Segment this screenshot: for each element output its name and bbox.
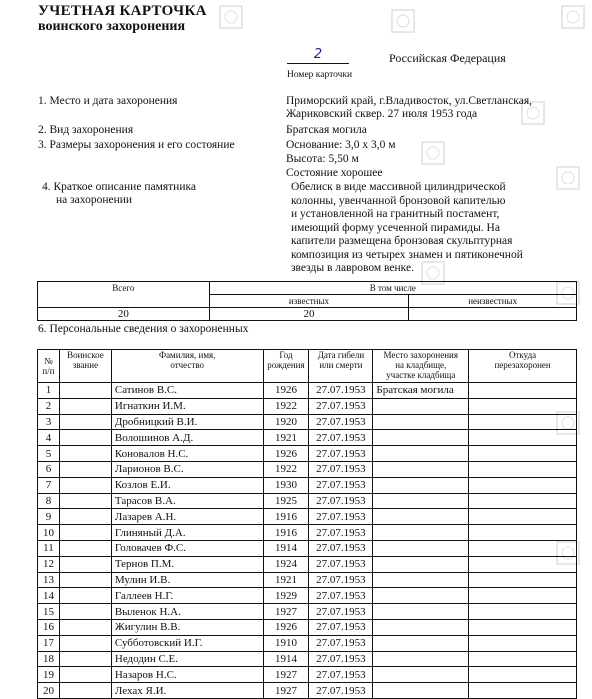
table-row	[38, 509, 577, 525]
summary-total-header: Всего	[38, 282, 210, 308]
row-rank	[59, 635, 111, 651]
table-row	[38, 383, 577, 399]
row-burial-place	[373, 430, 469, 446]
row-death-date: 27.07.1953	[309, 667, 373, 683]
row-name: Козлов Е.И.	[111, 477, 263, 493]
field-4-desc-line: звезды в лавровом венке.	[291, 262, 414, 274]
field-4-label-line2: на захоронении	[56, 194, 133, 206]
table-row	[38, 477, 577, 493]
row-death-date: 27.07.1953	[309, 556, 373, 572]
row-birth-year: 1922	[263, 461, 309, 477]
table-row	[38, 493, 577, 509]
row-burial-place	[373, 461, 469, 477]
row-birth-year: 1920	[263, 414, 309, 430]
country-label: Российская Федерация	[389, 51, 506, 65]
watermark-stamp	[555, 165, 581, 191]
row-burial-place	[373, 477, 469, 493]
row-burial-place	[373, 509, 469, 525]
card-number: 2	[287, 47, 349, 64]
row-rank	[59, 667, 111, 683]
row-reburied-from	[469, 588, 577, 604]
row-reburied-from	[469, 604, 577, 620]
row-number: 4	[38, 430, 60, 446]
row-birth-year: 1914	[263, 651, 309, 667]
table-row	[38, 525, 577, 541]
col-header-rank-line1: Воинское	[67, 350, 104, 360]
field-1-value-line2: Жариковский сквер. 27 июля 1953 года	[286, 108, 478, 120]
row-birth-year: 1921	[263, 572, 309, 588]
row-number: 13	[38, 572, 60, 588]
row-rank	[59, 540, 111, 556]
col-header-reburied-from	[469, 350, 577, 383]
table-row	[38, 651, 577, 667]
col-header-rank	[59, 350, 111, 383]
row-reburied-from	[469, 525, 577, 541]
row-birth-year: 1927	[263, 667, 309, 683]
row-name: Лехах Я.И.	[111, 683, 263, 699]
row-reburied-from	[469, 509, 577, 525]
row-birth-year: 1926	[263, 383, 309, 399]
row-birth-year: 1929	[263, 588, 309, 604]
col-header-name	[111, 350, 263, 383]
row-birth-year: 1925	[263, 493, 309, 509]
field-3-value-line2: Высота: 5,50 м	[286, 153, 359, 165]
row-reburied-from	[469, 383, 577, 399]
row-death-date: 27.07.1953	[309, 619, 373, 635]
col-header-number-line1: №	[44, 356, 53, 366]
col-header-death-line1: Дата гибели	[317, 350, 365, 360]
row-name: Волошинов А.Д.	[111, 430, 263, 446]
row-number: 16	[38, 619, 60, 635]
table-row	[38, 683, 577, 699]
row-name: Игнаткин И.М.	[111, 398, 263, 414]
row-number: 12	[38, 556, 60, 572]
row-number: 10	[38, 525, 60, 541]
field-1-value-line1: Приморский край, г.Владивосток, ул.Светланская,	[286, 95, 532, 107]
row-death-date: 27.07.1953	[309, 604, 373, 620]
row-name: Тарасов В.А.	[111, 493, 263, 509]
row-rank	[59, 493, 111, 509]
row-rank	[59, 651, 111, 667]
row-reburied-from	[469, 572, 577, 588]
field-3-value-line3: Состояние хорошее	[286, 167, 383, 179]
row-birth-year: 1922	[263, 398, 309, 414]
summary-table	[37, 281, 577, 321]
row-name: Ларионов В.С.	[111, 461, 263, 477]
row-name: Недодин С.Е.	[111, 651, 263, 667]
row-reburied-from	[469, 414, 577, 430]
row-birth-year: 1930	[263, 477, 309, 493]
watermark-stamp	[390, 8, 416, 34]
row-death-date: 27.07.1953	[309, 540, 373, 556]
row-burial-place	[373, 588, 469, 604]
col-header-from-line2: перезахоронен	[494, 360, 551, 370]
row-number: 3	[38, 414, 60, 430]
table-row	[38, 588, 577, 604]
table-row	[38, 604, 577, 620]
row-rank	[59, 572, 111, 588]
col-header-name-line1: Фамилия, имя,	[158, 350, 216, 360]
field-1-label: 1. Место и дата захоронения	[38, 95, 178, 107]
row-burial-place	[373, 572, 469, 588]
watermark-stamp	[420, 140, 446, 166]
row-reburied-from	[469, 430, 577, 446]
summary-incl-header: В том числе	[209, 282, 576, 295]
table-row	[38, 635, 577, 651]
row-burial-place	[373, 398, 469, 414]
row-number: 5	[38, 446, 60, 462]
row-number: 6	[38, 461, 60, 477]
row-rank	[59, 383, 111, 399]
col-header-year-line2: рождения	[267, 360, 305, 370]
row-rank	[59, 619, 111, 635]
row-burial-place	[373, 540, 469, 556]
col-header-year-line1: Год	[279, 350, 293, 360]
field-3-value-line1: Основание: 3,0 х 3,0 м	[286, 139, 396, 151]
row-death-date: 27.07.1953	[309, 398, 373, 414]
row-birth-year: 1921	[263, 430, 309, 446]
summary-known-value: 20	[209, 308, 409, 321]
row-burial-place	[373, 493, 469, 509]
row-number: 7	[38, 477, 60, 493]
row-name: Тернов П.М.	[111, 556, 263, 572]
row-number: 11	[38, 540, 60, 556]
row-rank	[59, 683, 111, 699]
row-death-date: 27.07.1953	[309, 414, 373, 430]
table-row	[38, 667, 577, 683]
row-number: 17	[38, 635, 60, 651]
personal-table	[37, 349, 577, 699]
field-4-desc-line: колонны, увенчанной бронзовой капителью	[291, 194, 506, 207]
row-death-date: 27.07.1953	[309, 446, 373, 462]
row-name: Выленок Н.А.	[111, 604, 263, 620]
row-name: Жигулин В.В.	[111, 619, 263, 635]
row-name: Дробницкий В.И.	[111, 414, 263, 430]
row-birth-year: 1927	[263, 683, 309, 699]
document-subtitle: воинского захоронения	[38, 19, 186, 34]
row-birth-year: 1924	[263, 556, 309, 572]
table-row	[38, 430, 577, 446]
row-birth-year: 1916	[263, 525, 309, 541]
row-name: Лазарев А.Н.	[111, 509, 263, 525]
row-birth-year: 1927	[263, 604, 309, 620]
row-number: 20	[38, 683, 60, 699]
row-number: 8	[38, 493, 60, 509]
row-number: 19	[38, 667, 60, 683]
row-rank	[59, 588, 111, 604]
field-4-desc-line: композиция из четырех знамен и пятиконечной	[291, 248, 523, 261]
table-row	[38, 398, 577, 414]
row-reburied-from	[469, 477, 577, 493]
row-burial-place	[373, 683, 469, 699]
table-row	[38, 446, 577, 462]
row-death-date: 27.07.1953	[309, 461, 373, 477]
row-death-date: 27.07.1953	[309, 493, 373, 509]
col-header-rank-line2: звание	[72, 360, 99, 370]
row-burial-place	[373, 556, 469, 572]
row-birth-year: 1926	[263, 619, 309, 635]
row-name: Сатинов В.С.	[111, 383, 263, 399]
row-burial-place	[373, 619, 469, 635]
summary-unknown-value	[409, 308, 577, 321]
row-reburied-from	[469, 446, 577, 462]
row-death-date: 27.07.1953	[309, 477, 373, 493]
row-birth-year: 1926	[263, 446, 309, 462]
row-death-date: 27.07.1953	[309, 683, 373, 699]
row-number: 15	[38, 604, 60, 620]
table-row	[38, 572, 577, 588]
row-name: Субботовский И.Г.	[111, 635, 263, 651]
row-number: 1	[38, 383, 60, 399]
field-4-desc-line: капители размещена бронзовая скульптурная	[291, 235, 513, 247]
table-row	[38, 414, 577, 430]
row-reburied-from	[469, 540, 577, 556]
row-rank	[59, 556, 111, 572]
summary-total-value: 20	[38, 308, 210, 321]
row-reburied-from	[469, 461, 577, 477]
col-header-place-line3: участке кладбища	[386, 370, 456, 380]
row-rank	[59, 604, 111, 620]
row-number: 2	[38, 398, 60, 414]
row-death-date: 27.07.1953	[309, 383, 373, 399]
row-name: Коновалов Н.С.	[111, 446, 263, 462]
col-header-place-line2: на кладбище,	[395, 360, 447, 370]
row-rank	[59, 446, 111, 462]
field-4-desc-line: и установленной на гранитный постамент,	[291, 208, 500, 220]
row-burial-place	[373, 446, 469, 462]
field-4-desc-line: имеющий форму усеченной пирамиды. На	[291, 221, 500, 234]
row-burial-place	[373, 525, 469, 541]
row-death-date: 27.07.1953	[309, 651, 373, 667]
row-birth-year: 1914	[263, 540, 309, 556]
row-reburied-from	[469, 619, 577, 635]
watermark-stamp	[218, 4, 244, 30]
row-rank	[59, 477, 111, 493]
row-rank	[59, 509, 111, 525]
row-rank	[59, 398, 111, 414]
row-rank	[59, 414, 111, 430]
row-birth-year: 1910	[263, 635, 309, 651]
table-row	[38, 461, 577, 477]
table-row	[38, 540, 577, 556]
watermark-stamp	[560, 4, 586, 30]
row-burial-place	[373, 635, 469, 651]
row-reburied-from	[469, 398, 577, 414]
row-name: Назаров Н.С.	[111, 667, 263, 683]
row-death-date: 27.07.1953	[309, 509, 373, 525]
row-burial-place: Братская могила	[373, 383, 469, 399]
row-number: 18	[38, 651, 60, 667]
row-number: 9	[38, 509, 60, 525]
row-reburied-from	[469, 493, 577, 509]
row-reburied-from	[469, 683, 577, 699]
row-rank	[59, 430, 111, 446]
summary-unknown-header: неизвестных	[409, 295, 577, 308]
row-burial-place	[373, 414, 469, 430]
row-reburied-from	[469, 651, 577, 667]
field-2-label: 2. Вид захоронения	[38, 124, 134, 136]
document-title: УЧЕТНАЯ КАРТОЧКА	[38, 3, 207, 19]
field-4-label-line1: 4. Краткое описание памятника	[42, 181, 196, 193]
table-row	[38, 556, 577, 572]
col-header-from-line1: Откуда	[508, 350, 537, 360]
row-rank	[59, 461, 111, 477]
col-header-death-line2: или смерти	[319, 360, 363, 370]
row-death-date: 27.07.1953	[309, 635, 373, 651]
row-burial-place	[373, 667, 469, 683]
row-burial-place	[373, 651, 469, 667]
row-burial-place	[373, 604, 469, 620]
col-header-birth-year	[263, 350, 309, 383]
field-3-label: 3. Размеры захоронения и его состояние	[38, 139, 235, 151]
row-reburied-from	[469, 635, 577, 651]
summary-known-header: известных	[209, 295, 409, 308]
card-number-label: Номер карточки	[287, 70, 353, 80]
row-number: 14	[38, 588, 60, 604]
row-death-date: 27.07.1953	[309, 572, 373, 588]
row-rank	[59, 525, 111, 541]
col-header-number-line2: п/п	[42, 366, 55, 376]
row-name: Головачев Ф.С.	[111, 540, 263, 556]
row-name: Галлеев Н.Г.	[111, 588, 263, 604]
col-header-burial-place	[373, 350, 469, 383]
col-header-death-date	[309, 350, 373, 383]
col-header-number	[38, 350, 60, 383]
field-4-desc-line: Обелиск в виде массивной цилиндрической	[291, 181, 506, 193]
row-name: Глиняный Д.А.	[111, 525, 263, 541]
field-2-value: Братская могила	[286, 124, 367, 136]
row-reburied-from	[469, 556, 577, 572]
col-header-name-line2: отчество	[170, 360, 205, 370]
table-row	[38, 619, 577, 635]
row-birth-year: 1916	[263, 509, 309, 525]
row-death-date: 27.07.1953	[309, 525, 373, 541]
personal-section-title: 6. Персональные сведения о захороненных	[38, 323, 249, 335]
row-death-date: 27.07.1953	[309, 588, 373, 604]
row-reburied-from	[469, 667, 577, 683]
col-header-place-line1: Место захоронения	[383, 350, 458, 360]
row-name: Мулин И.В.	[111, 572, 263, 588]
row-death-date: 27.07.1953	[309, 430, 373, 446]
